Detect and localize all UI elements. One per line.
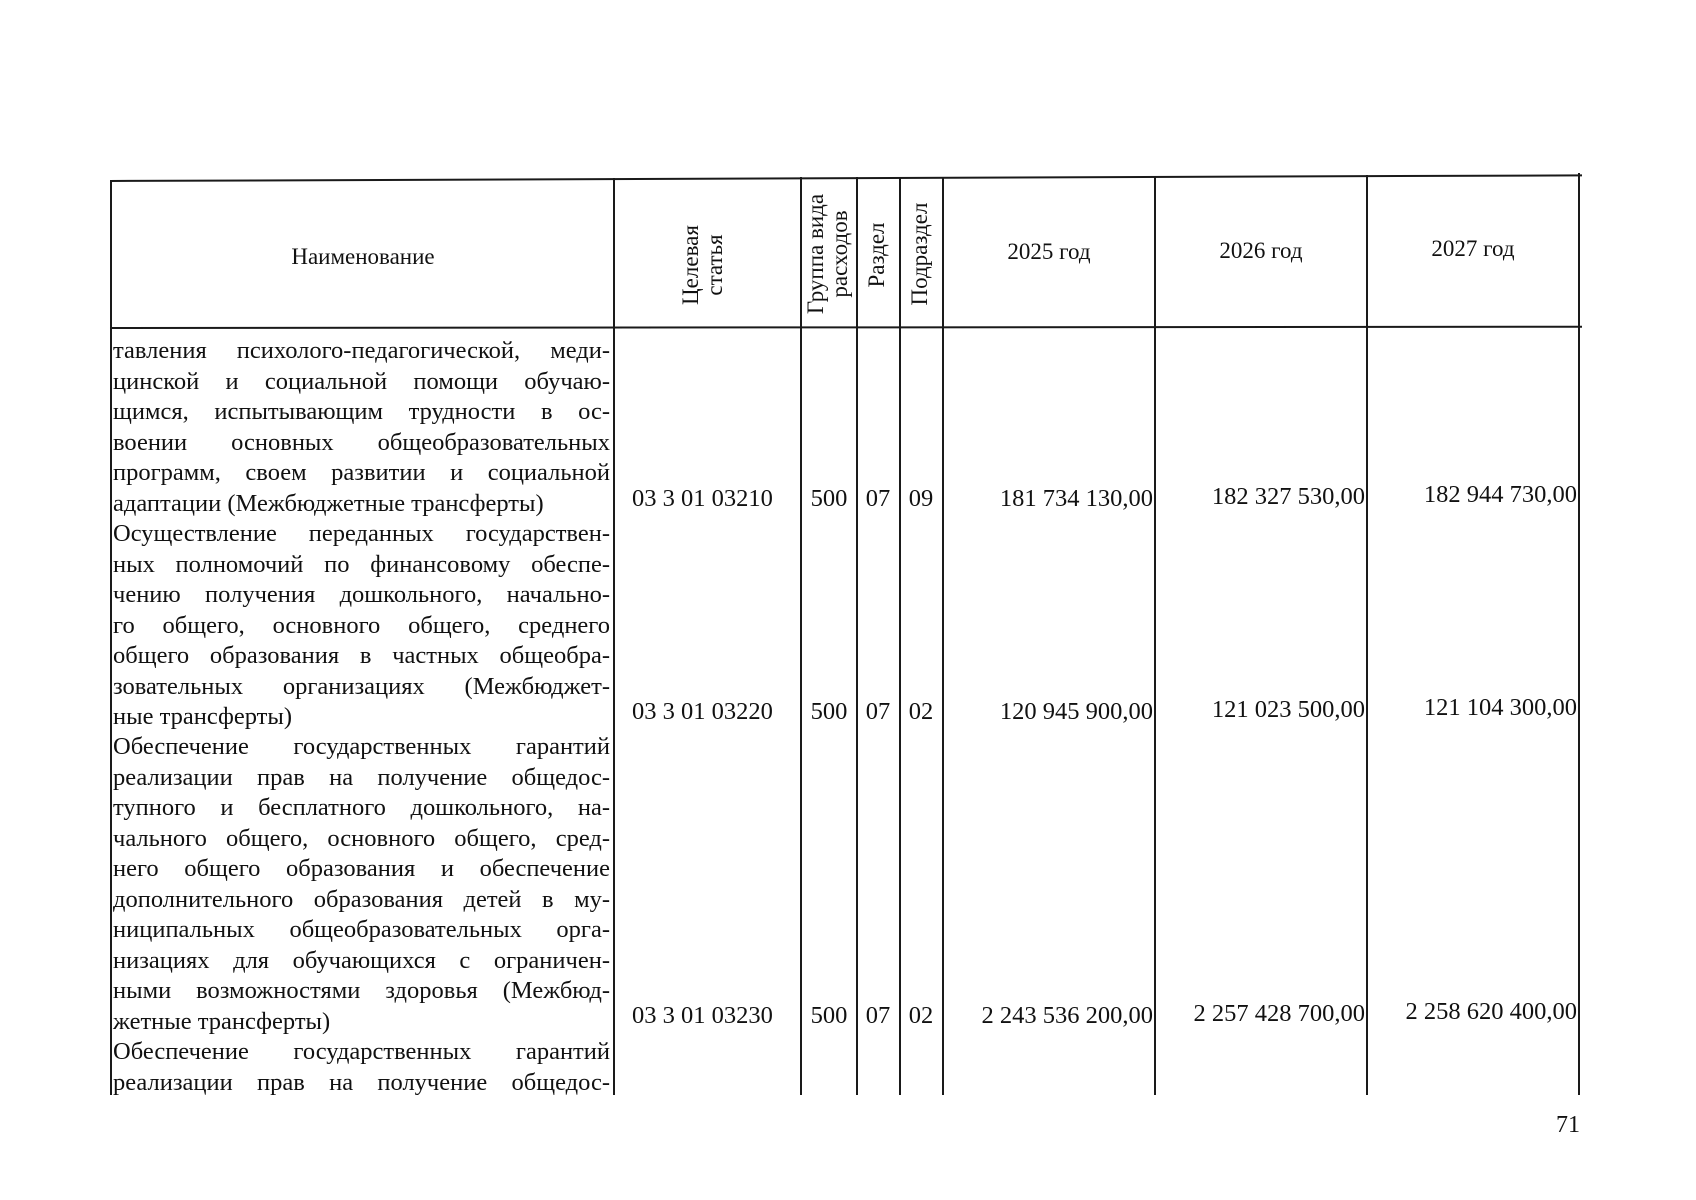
row-1-2025: 181 734 130,00 [999, 485, 1153, 512]
row-3-2025: 2 243 536 200,00 [981, 1002, 1153, 1029]
table-row-text-line: низациях для обучающихся с ограничен- [113, 946, 610, 974]
row-3-2026: 2 257 428 700,00 [1193, 1000, 1365, 1027]
table-row-text-line: общего образования в частных общеобра- [113, 642, 610, 669]
row-2-target-article: 03 3 01 03220 [632, 698, 773, 725]
col-border-2025 [1154, 176, 1156, 1095]
table-row-text-line: ных полномочий по финансовому обеспе- [113, 550, 610, 578]
header-expense-group-line1: Группа вида [803, 193, 828, 315]
col-border-section [899, 177, 901, 1095]
table-row-text-line: чению получения дошкольного, начально- [113, 581, 610, 608]
table-row-text-line: го общего, основного общего, среднего [113, 611, 610, 639]
table-row-text-line: программ, своем развитии и социальной [113, 459, 610, 486]
row-1-subsection: 09 [908, 485, 934, 512]
row-1-2027: 182 944 730,00 [1423, 481, 1577, 508]
table-row-text-line: тупного и бесплатного дошкольного, на- [113, 794, 610, 821]
header-expense-group [804, 188, 854, 320]
row-1-name [113, 336, 610, 519]
col-border-article [800, 177, 802, 1095]
col-border-subsection [942, 177, 944, 1095]
header-expense-group-line2: расходов [827, 210, 852, 298]
table-top-border [110, 174, 1582, 181]
header-name: Наименование [291, 244, 435, 269]
row-2-2027: 121 104 300,00 [1423, 694, 1577, 721]
table-row-text-line: тавления психолого-педагогической, меди- [113, 337, 610, 364]
table-row-text-line: чального общего, основного общего, сред- [113, 824, 610, 852]
table-row-text-line: адаптации (Межбюджетные трансферты) [113, 489, 544, 517]
row-4-name [113, 1037, 610, 1098]
col-border-name [613, 178, 615, 1095]
row-2-2026: 121 023 500,00 [1211, 696, 1365, 723]
header-target-article [679, 200, 731, 330]
row-1-section: 07 [865, 485, 891, 512]
row-3-subsection: 02 [908, 1002, 934, 1029]
table-row-text-line: Обеспечение государственных гарантий [113, 733, 610, 760]
row-2-expense-group: 500 [810, 698, 848, 725]
header-2027: 2027 год [1431, 236, 1515, 261]
table-row-text-line: жетные трансферты) [113, 1007, 331, 1035]
table-row-text-line: щимся, испытывающим трудности в ос- [113, 398, 610, 425]
row-3-section: 07 [865, 1002, 891, 1029]
col-border-group [856, 177, 858, 1095]
table-row-text-line: ными возможностями здоровья (Межбюд- [113, 977, 610, 1004]
col-border-left [110, 180, 112, 1095]
table-row-text-line: реализации прав на получение общедос- [113, 763, 610, 791]
col-border-right [1578, 173, 1580, 1095]
row-1-expense-group: 500 [810, 485, 848, 512]
header-target-article-line1: Целевая [678, 225, 703, 305]
table-row-text-line: него общего образования и обеспечение [113, 855, 610, 882]
row-3-expense-group: 500 [810, 1002, 848, 1029]
col-border-2026 [1366, 175, 1368, 1095]
table-row-text-line: дополнительного образования детей в му- [113, 885, 610, 913]
row-2-section: 07 [865, 698, 891, 725]
row-3-2027: 2 258 620 400,00 [1405, 998, 1577, 1025]
table-row-text-line: зовательных организациях (Межбюджет- [113, 672, 610, 700]
row-2-name [113, 519, 610, 733]
row-3-name [113, 732, 610, 1037]
table-row-text-line: Осуществление переданных государствен- [113, 520, 610, 547]
table-row-text-line: реализации прав на получение общедос- [113, 1068, 610, 1096]
row-1-2026: 182 327 530,00 [1211, 483, 1365, 510]
row-1-target-article: 03 3 01 03210 [632, 485, 773, 512]
table-row-text-line: ниципальных общеобразовательных орга- [113, 916, 610, 943]
table-row-text-line: ные трансферты) [113, 703, 292, 730]
header-bottom-border [110, 326, 1582, 329]
header-target-article-line2: статья [702, 234, 727, 296]
row-3-target-article: 03 3 01 03230 [632, 1002, 773, 1029]
header-subsection: Подраздел [907, 202, 932, 306]
header-2026: 2026 год [1219, 238, 1303, 263]
table-row-text-line: воении основных общеобразовательных [113, 428, 610, 456]
header-section: Раздел [864, 222, 889, 288]
header-2025: 2025 год [1007, 239, 1091, 264]
page-number: 71 [1556, 1112, 1580, 1138]
table-row-text-line: Обеспечение государственных гарантий [113, 1038, 610, 1065]
row-2-2025: 120 945 900,00 [999, 698, 1153, 725]
table-row-text-line: цинской и социальной помощи обучаю- [113, 367, 610, 395]
row-2-subsection: 02 [908, 698, 934, 725]
